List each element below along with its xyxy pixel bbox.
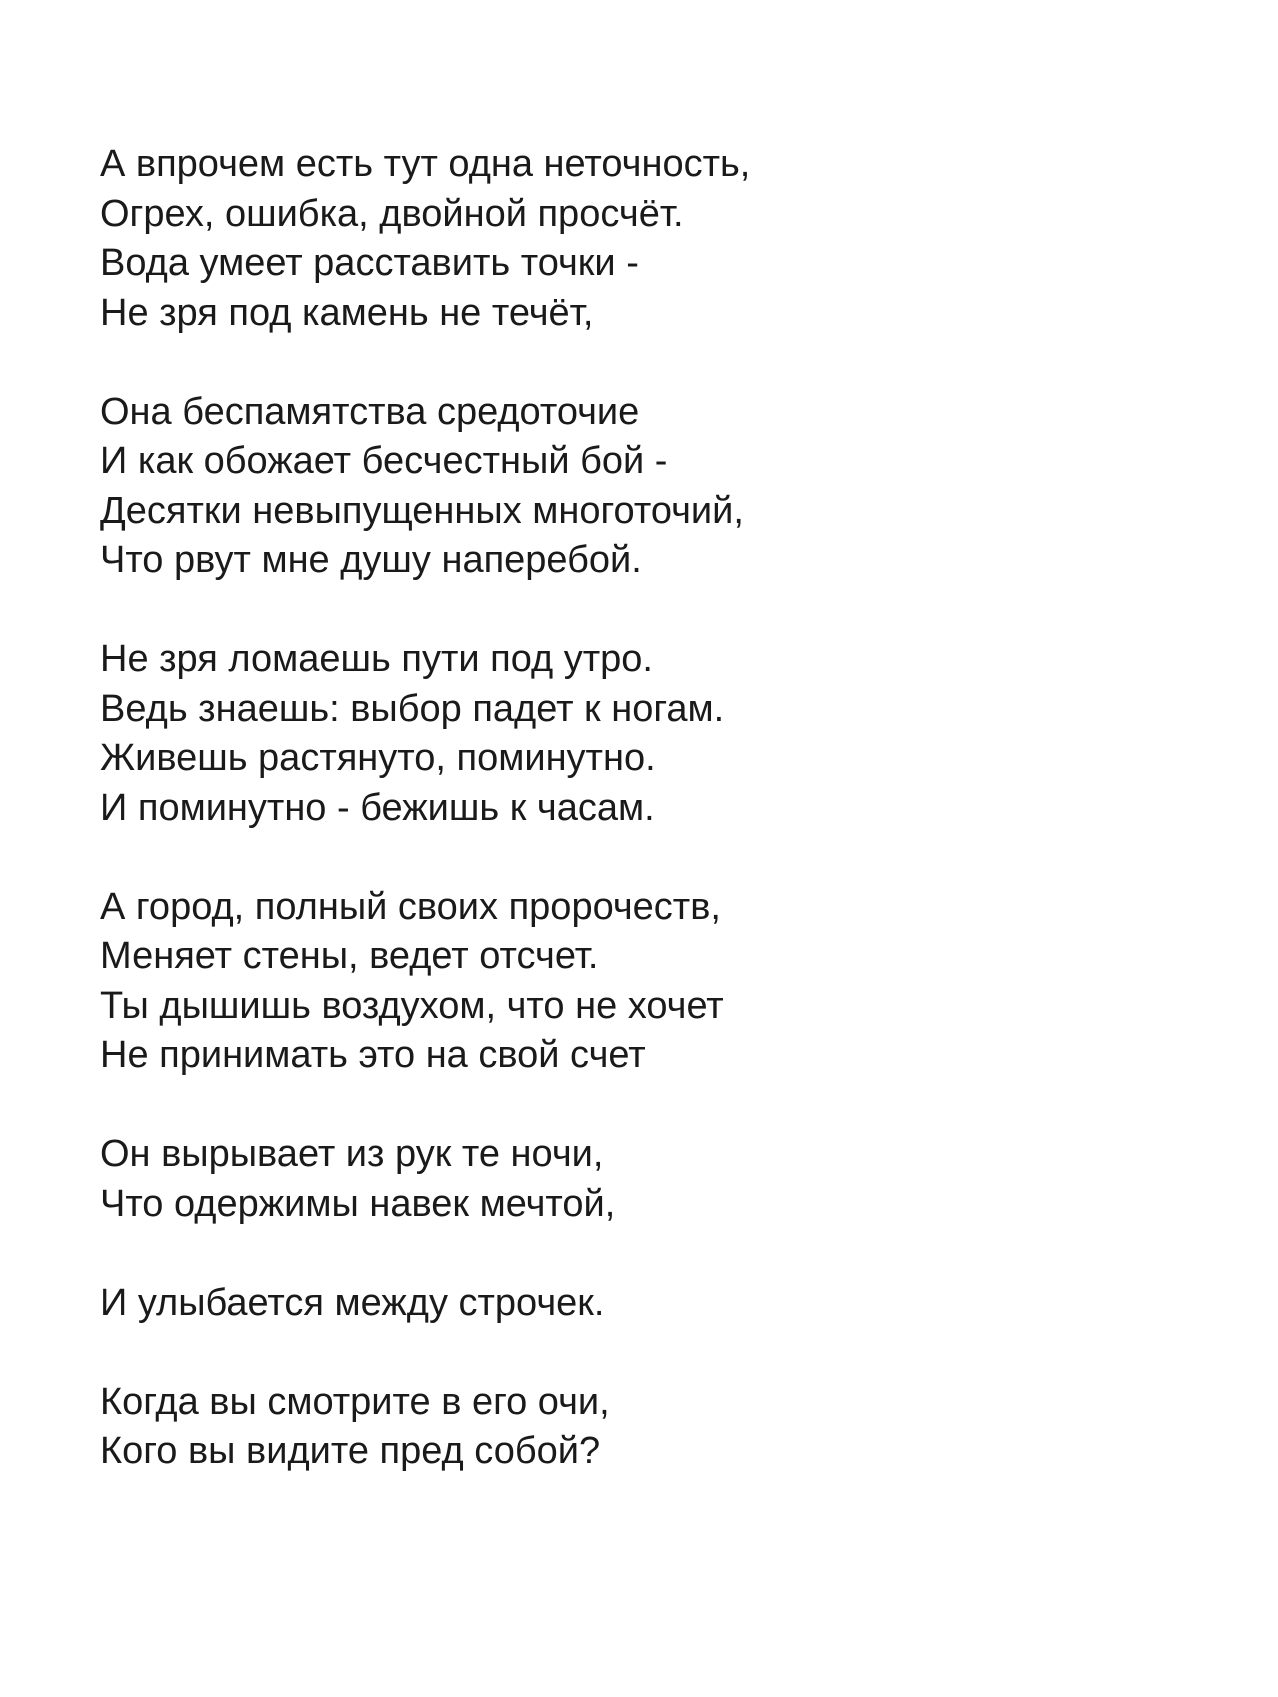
poem-line: Вода умеет расставить точки - bbox=[100, 242, 639, 284]
poem-line: Не зря под камень не течёт, bbox=[100, 291, 594, 334]
stanza-2 bbox=[100, 388, 1200, 586]
poem-line: Огрех, ошибка, двойной просчёт. bbox=[100, 192, 684, 235]
poem-text bbox=[100, 140, 1200, 1526]
poem-line: А город, полный своих пророчеств, bbox=[100, 885, 721, 928]
poem-line: И как обожает бесчестный бой - bbox=[100, 440, 668, 482]
poem-line: Она беспамятства средоточие bbox=[100, 390, 640, 433]
stanza-6 bbox=[100, 1279, 1200, 1329]
poem-line: Ты дышишь воздухом, что не хочет bbox=[100, 984, 724, 1027]
poem-line: Кого вы видите пред собой? bbox=[100, 1430, 601, 1472]
poem-line: И поминутно - бежишь к часам. bbox=[100, 786, 655, 829]
poem-line: Не зря ломаешь пути под утро. bbox=[100, 638, 653, 680]
poem-line: Живешь растянуто, поминутно. bbox=[100, 737, 656, 779]
stanza-4 bbox=[100, 883, 1200, 1081]
poem-line: Десятки невыпущенных многоточий, bbox=[100, 489, 744, 532]
poem-line: Когда вы смотрите в его очи, bbox=[100, 1380, 610, 1423]
poem-line: И улыбается между строчек. bbox=[100, 1281, 605, 1324]
stanza-7 bbox=[100, 1378, 1200, 1477]
poem-line: А впрочем есть тут одна неточность, bbox=[100, 143, 751, 185]
stanza-3 bbox=[100, 635, 1200, 833]
poem-line: Меняет стены, ведет отсчет. bbox=[100, 935, 599, 977]
poem-line: Не принимать это на свой счет bbox=[100, 1034, 646, 1076]
stanza-5 bbox=[100, 1130, 1200, 1229]
poem-line: Что одержимы навек мечтой, bbox=[100, 1182, 616, 1225]
poem-line: Что рвут мне душу наперебой. bbox=[100, 539, 642, 581]
stanza-1 bbox=[100, 140, 1200, 338]
poem-line: Он вырывает из рук те ночи, bbox=[100, 1133, 604, 1175]
poem-line: Ведь знаешь: выбор падет к ногам. bbox=[100, 687, 725, 730]
